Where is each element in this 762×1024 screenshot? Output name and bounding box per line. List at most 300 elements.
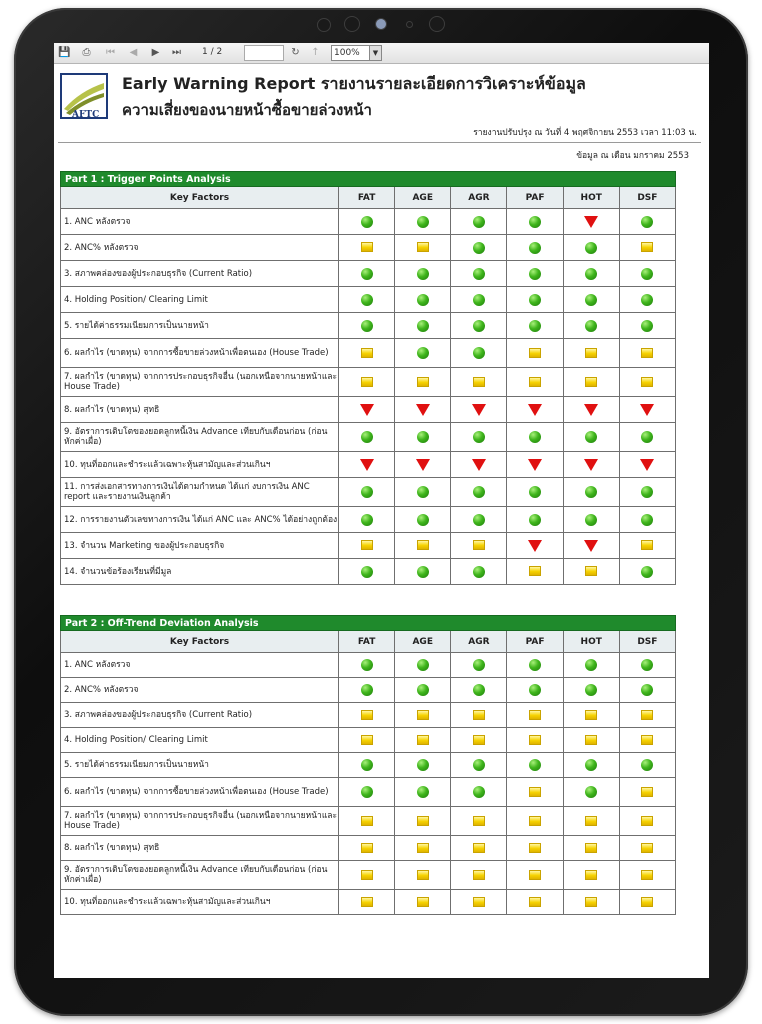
table-row <box>61 287 676 313</box>
status-cell <box>619 778 675 807</box>
yellow-square-icon <box>585 377 597 387</box>
status-cell <box>563 653 619 678</box>
table-row <box>61 533 676 559</box>
status-cell <box>451 861 507 890</box>
column-header: PAF <box>507 631 563 653</box>
status-cell <box>339 807 395 836</box>
key-factor-label: 3. สภาพคล่องของผู้ประกอบธุรกิจ (Current Ratio) <box>61 703 339 728</box>
status-cell <box>619 533 675 559</box>
status-cell <box>451 507 507 533</box>
yellow-square-icon <box>361 843 373 853</box>
divider <box>58 142 701 143</box>
yellow-square-icon <box>529 377 541 387</box>
yellow-square-icon <box>361 540 373 550</box>
status-cell <box>451 235 507 261</box>
red-triangle-icon <box>416 459 430 471</box>
key-factor-label: 4. Holding Position/ Clearing Limit <box>61 728 339 753</box>
green-circle-icon <box>641 431 653 443</box>
green-circle-icon <box>585 431 597 443</box>
zoom-select[interactable]: 100% <box>331 45 371 61</box>
red-triangle-icon <box>472 404 486 416</box>
status-cell <box>339 478 395 507</box>
camera-icon <box>375 18 387 30</box>
yellow-square-icon <box>417 897 429 907</box>
green-circle-icon <box>641 659 653 671</box>
status-cell <box>563 423 619 452</box>
status-cell <box>619 728 675 753</box>
status-cell <box>507 423 563 452</box>
status-cell <box>563 313 619 339</box>
status-cell <box>395 313 451 339</box>
status-cell <box>395 807 451 836</box>
table-row <box>61 339 676 368</box>
report-toolbar <box>54 43 709 64</box>
green-circle-icon <box>585 684 597 696</box>
yellow-square-icon <box>361 816 373 826</box>
yellow-square-icon <box>361 242 373 252</box>
status-cell <box>339 559 395 585</box>
yellow-square-icon <box>641 870 653 880</box>
green-circle-icon <box>361 759 373 771</box>
status-cell <box>507 678 563 703</box>
yellow-square-icon <box>361 377 373 387</box>
table-row <box>61 753 676 778</box>
yellow-square-icon <box>585 816 597 826</box>
status-cell <box>451 287 507 313</box>
status-cell <box>563 728 619 753</box>
status-cell <box>507 507 563 533</box>
find-input[interactable] <box>244 45 284 61</box>
status-cell <box>563 890 619 915</box>
key-factor-label: 2. ANC% หลังตรวจ <box>61 235 339 261</box>
green-circle-icon <box>529 759 541 771</box>
key-factor-label: 1. ANC หลังตรวจ <box>61 653 339 678</box>
green-circle-icon <box>473 566 485 578</box>
status-cell <box>563 209 619 235</box>
green-circle-icon <box>641 294 653 306</box>
table-row <box>61 261 676 287</box>
green-circle-icon <box>529 684 541 696</box>
green-circle-icon <box>585 242 597 254</box>
part1-section <box>60 171 676 585</box>
status-cell <box>395 507 451 533</box>
status-cell <box>395 397 451 423</box>
table-row <box>61 507 676 533</box>
status-cell <box>395 890 451 915</box>
green-circle-icon <box>361 431 373 443</box>
yellow-square-icon <box>585 566 597 576</box>
part2-header-row <box>61 631 676 653</box>
column-header: AGE <box>395 631 451 653</box>
yellow-square-icon <box>361 897 373 907</box>
green-circle-icon <box>529 268 541 280</box>
status-cell <box>451 452 507 478</box>
status-cell <box>395 533 451 559</box>
green-circle-icon <box>417 486 429 498</box>
green-circle-icon <box>473 684 485 696</box>
status-cell <box>451 753 507 778</box>
yellow-square-icon <box>641 377 653 387</box>
yellow-square-icon <box>473 870 485 880</box>
red-triangle-icon <box>640 459 654 471</box>
red-triangle-icon <box>584 540 598 552</box>
green-circle-icon <box>641 514 653 526</box>
status-cell <box>339 728 395 753</box>
table-row <box>61 368 676 397</box>
next-page-icon[interactable]: ▶ <box>151 47 160 58</box>
green-circle-icon <box>585 294 597 306</box>
red-triangle-icon <box>528 404 542 416</box>
yellow-square-icon <box>361 710 373 720</box>
column-header: PAF <box>507 187 563 209</box>
status-cell <box>619 653 675 678</box>
status-cell <box>339 533 395 559</box>
yellow-square-icon <box>361 348 373 358</box>
yellow-square-icon <box>641 242 653 252</box>
red-triangle-icon <box>360 404 374 416</box>
status-cell <box>395 339 451 368</box>
status-cell <box>451 339 507 368</box>
back-icon[interactable]: ↑ <box>311 47 320 58</box>
yellow-square-icon <box>473 710 485 720</box>
yellow-square-icon <box>641 348 653 358</box>
table-row <box>61 452 676 478</box>
status-cell <box>451 313 507 339</box>
green-circle-icon <box>529 216 541 228</box>
green-circle-icon <box>473 486 485 498</box>
column-header: HOT <box>563 631 619 653</box>
status-cell <box>563 368 619 397</box>
green-circle-icon <box>361 216 373 228</box>
green-circle-icon <box>529 242 541 254</box>
key-factor-label: 11. การส่งเอกสารทางการเงินได้ตามกำหนด ได้แก่ งบการเงิน ANC report และรายงานเงินลูกค้า <box>61 478 339 507</box>
green-circle-icon <box>473 514 485 526</box>
green-circle-icon <box>417 294 429 306</box>
status-cell <box>507 778 563 807</box>
status-cell <box>619 313 675 339</box>
yellow-square-icon <box>417 242 429 252</box>
status-cell <box>451 559 507 585</box>
yellow-square-icon <box>585 897 597 907</box>
green-circle-icon <box>417 268 429 280</box>
key-factor-label: 7. ผลกำไร (ขาดทุน) จากการประกอบธุรกิจอื่น (นอกเหนือจากนายหน้าและ House Trade) <box>61 368 339 397</box>
column-header: Key Factors <box>61 187 339 209</box>
key-factor-label: 14. จำนวนข้อร้องเรียนที่มีมูล <box>61 559 339 585</box>
column-header: HOT <box>563 187 619 209</box>
green-circle-icon <box>417 514 429 526</box>
yellow-square-icon <box>529 787 541 797</box>
green-circle-icon <box>641 320 653 332</box>
yellow-square-icon <box>529 870 541 880</box>
yellow-square-icon <box>585 870 597 880</box>
green-circle-icon <box>473 216 485 228</box>
status-cell <box>339 313 395 339</box>
key-factor-label: 5. รายได้ค่าธรรมเนียมการเป็นนายหน้า <box>61 753 339 778</box>
green-circle-icon <box>473 347 485 359</box>
status-cell <box>619 452 675 478</box>
status-cell <box>395 728 451 753</box>
status-cell <box>395 753 451 778</box>
sensor-icon <box>317 18 331 32</box>
yellow-square-icon <box>473 843 485 853</box>
green-circle-icon <box>361 659 373 671</box>
key-factor-label: 4. Holding Position/ Clearing Limit <box>61 287 339 313</box>
status-cell <box>451 728 507 753</box>
yellow-square-icon <box>473 735 485 745</box>
key-factor-label: 6. ผลกำไร (ขาดทุน) จากการซื้อขายล่วงหน้าเพื่อตนเอง (House Trade) <box>61 778 339 807</box>
first-page-icon[interactable]: ⏮ <box>106 47 115 58</box>
status-cell <box>339 209 395 235</box>
column-header: DSF <box>619 187 675 209</box>
table-row <box>61 861 676 890</box>
chevron-down-icon[interactable]: ▼ <box>369 45 382 61</box>
key-factor-label: 2. ANC% หลังตรวจ <box>61 678 339 703</box>
status-cell <box>395 452 451 478</box>
green-circle-icon <box>641 268 653 280</box>
yellow-square-icon <box>641 897 653 907</box>
green-circle-icon <box>473 659 485 671</box>
green-circle-icon <box>585 659 597 671</box>
status-cell <box>619 261 675 287</box>
status-cell <box>619 209 675 235</box>
find-icon[interactable]: ↻ <box>291 47 300 58</box>
status-cell <box>563 287 619 313</box>
red-triangle-icon <box>584 216 598 228</box>
green-circle-icon <box>473 759 485 771</box>
green-circle-icon <box>529 486 541 498</box>
green-circle-icon <box>473 320 485 332</box>
green-circle-icon <box>641 486 653 498</box>
status-cell <box>451 890 507 915</box>
part1-header-row <box>61 187 676 209</box>
part1-body <box>61 209 676 585</box>
table-row <box>61 728 676 753</box>
yellow-square-icon <box>417 843 429 853</box>
green-circle-icon <box>417 320 429 332</box>
status-cell <box>395 861 451 890</box>
table-row <box>61 313 676 339</box>
yellow-square-icon <box>529 897 541 907</box>
export-icon[interactable]: 💾 <box>58 47 71 58</box>
status-cell <box>507 703 563 728</box>
key-factor-label: 9. อัตราการเติบโตของยอดลูกหนี้เงิน Advance เทียบกับเดือนก่อน (ก่อนหักค่าเผื่อ) <box>61 861 339 890</box>
green-circle-icon <box>417 684 429 696</box>
status-cell <box>619 287 675 313</box>
status-cell <box>563 861 619 890</box>
green-circle-icon <box>529 294 541 306</box>
key-factor-label: 7. ผลกำไร (ขาดทุน) จากการประกอบธุรกิจอื่น (นอกเหนือจากนายหน้าและ House Trade) <box>61 807 339 836</box>
yellow-square-icon <box>585 735 597 745</box>
status-cell <box>563 533 619 559</box>
status-cell <box>451 423 507 452</box>
green-circle-icon <box>585 268 597 280</box>
status-cell <box>339 452 395 478</box>
status-cell <box>507 397 563 423</box>
key-factor-label: 1. ANC หลังตรวจ <box>61 209 339 235</box>
status-cell <box>619 890 675 915</box>
yellow-square-icon <box>473 816 485 826</box>
yellow-square-icon <box>361 735 373 745</box>
key-factor-label: 13. จำนวน Marketing ของผู้ประกอบธุรกิจ <box>61 533 339 559</box>
key-factor-label: 8. ผลกำไร (ขาดทุน) สุทธิ <box>61 397 339 423</box>
sensor-icon <box>344 16 360 32</box>
red-triangle-icon <box>472 459 486 471</box>
status-cell <box>507 313 563 339</box>
part1-table <box>60 171 676 585</box>
status-cell <box>619 397 675 423</box>
red-triangle-icon <box>584 459 598 471</box>
red-triangle-icon <box>528 540 542 552</box>
status-cell <box>395 209 451 235</box>
status-cell <box>395 703 451 728</box>
status-cell <box>339 653 395 678</box>
green-circle-icon <box>641 566 653 578</box>
status-cell <box>563 397 619 423</box>
green-circle-icon <box>417 659 429 671</box>
status-cell <box>619 807 675 836</box>
green-circle-icon <box>641 759 653 771</box>
green-circle-icon <box>529 320 541 332</box>
yellow-square-icon <box>641 735 653 745</box>
status-cell <box>451 703 507 728</box>
green-circle-icon <box>529 431 541 443</box>
status-cell <box>619 507 675 533</box>
status-cell <box>507 836 563 861</box>
report-title: Early Warning Report รายงานรายละเอียดการวิเคราะห์ข้อมูล <box>122 74 586 93</box>
status-cell <box>451 368 507 397</box>
status-cell <box>339 890 395 915</box>
status-cell <box>507 559 563 585</box>
yellow-square-icon <box>529 735 541 745</box>
status-cell <box>339 861 395 890</box>
status-cell <box>563 778 619 807</box>
status-cell <box>339 339 395 368</box>
green-circle-icon <box>473 268 485 280</box>
table-row <box>61 478 676 507</box>
yellow-square-icon <box>641 843 653 853</box>
column-header: FAT <box>339 187 395 209</box>
green-circle-icon <box>585 786 597 798</box>
table-row <box>61 209 676 235</box>
column-header: AGE <box>395 187 451 209</box>
status-cell <box>395 423 451 452</box>
column-header: Key Factors <box>61 631 339 653</box>
status-cell <box>563 339 619 368</box>
yellow-square-icon <box>585 843 597 853</box>
green-circle-icon <box>641 684 653 696</box>
status-cell <box>563 452 619 478</box>
status-cell <box>619 478 675 507</box>
green-circle-icon <box>417 216 429 228</box>
status-cell <box>339 678 395 703</box>
status-cell <box>451 533 507 559</box>
report-viewer <box>54 43 709 978</box>
column-header: AGR <box>451 187 507 209</box>
status-cell <box>451 397 507 423</box>
status-cell <box>395 261 451 287</box>
status-cell <box>563 753 619 778</box>
key-factor-label: 10. ทุนที่ออกและชำระแล้วเฉพาะหุ้นสามัญและส่วนเกินฯ <box>61 452 339 478</box>
status-cell <box>339 261 395 287</box>
status-cell <box>507 261 563 287</box>
table-row <box>61 890 676 915</box>
last-page-icon[interactable]: ⏭ <box>172 47 181 58</box>
green-circle-icon <box>641 216 653 228</box>
status-cell <box>395 478 451 507</box>
status-cell <box>507 890 563 915</box>
status-cell <box>563 235 619 261</box>
status-cell <box>507 235 563 261</box>
yellow-square-icon <box>585 348 597 358</box>
table-row <box>61 397 676 423</box>
part2-body <box>61 653 676 915</box>
status-cell <box>395 287 451 313</box>
green-circle-icon <box>361 294 373 306</box>
green-circle-icon <box>417 566 429 578</box>
yellow-square-icon <box>417 710 429 720</box>
prev-page-icon[interactable]: ◀ <box>129 47 138 58</box>
table-row <box>61 653 676 678</box>
status-cell <box>339 397 395 423</box>
data-as-of: ข้อมูล ณ เดือน มกราคม 2553 <box>576 151 689 161</box>
report-subtitle: ความเสี่ยงของนายหน้าซื้อขายล่วงหน้า <box>122 101 372 119</box>
yellow-square-icon <box>529 348 541 358</box>
page-indicator: 1 / 2 <box>202 47 223 57</box>
status-cell <box>451 836 507 861</box>
status-cell <box>563 559 619 585</box>
status-cell <box>507 209 563 235</box>
sensor-icon <box>429 16 445 32</box>
status-cell <box>395 559 451 585</box>
yellow-square-icon <box>417 735 429 745</box>
status-cell <box>339 368 395 397</box>
green-circle-icon <box>585 320 597 332</box>
status-cell <box>339 703 395 728</box>
key-factor-label: 9. อัตราการเติบโตของยอดลูกหนี้เงิน Advance เทียบกับเดือนก่อน (ก่อนหักค่าเผื่อ) <box>61 423 339 452</box>
green-circle-icon <box>473 431 485 443</box>
status-cell <box>507 807 563 836</box>
status-cell <box>507 368 563 397</box>
status-cell <box>395 836 451 861</box>
yellow-square-icon <box>417 540 429 550</box>
status-cell <box>339 423 395 452</box>
status-cell <box>619 836 675 861</box>
red-triangle-icon <box>416 404 430 416</box>
yellow-square-icon <box>473 377 485 387</box>
status-cell <box>339 836 395 861</box>
status-cell <box>619 339 675 368</box>
green-circle-icon <box>473 242 485 254</box>
green-circle-icon <box>361 514 373 526</box>
print-icon[interactable]: ⎙ <box>82 47 91 58</box>
sensor-icon <box>406 21 413 28</box>
status-cell <box>451 678 507 703</box>
status-cell <box>563 836 619 861</box>
status-cell <box>451 261 507 287</box>
red-triangle-icon <box>528 459 542 471</box>
key-factor-label: 12. การรายงานตัวเลขทางการเงิน ได้แก่ ANC และ ANC% ได้อย่างถูกต้อง <box>61 507 339 533</box>
updated-timestamp: รายงานปรับปรุง ณ วันที่ 4 พฤศจิกายน 2553 เวลา 11:03 น. <box>473 128 697 138</box>
status-cell <box>563 807 619 836</box>
red-triangle-icon <box>584 404 598 416</box>
status-cell <box>507 653 563 678</box>
yellow-square-icon <box>641 710 653 720</box>
status-cell <box>619 559 675 585</box>
yellow-square-icon <box>417 816 429 826</box>
status-cell <box>395 235 451 261</box>
status-cell <box>339 235 395 261</box>
yellow-square-icon <box>529 566 541 576</box>
